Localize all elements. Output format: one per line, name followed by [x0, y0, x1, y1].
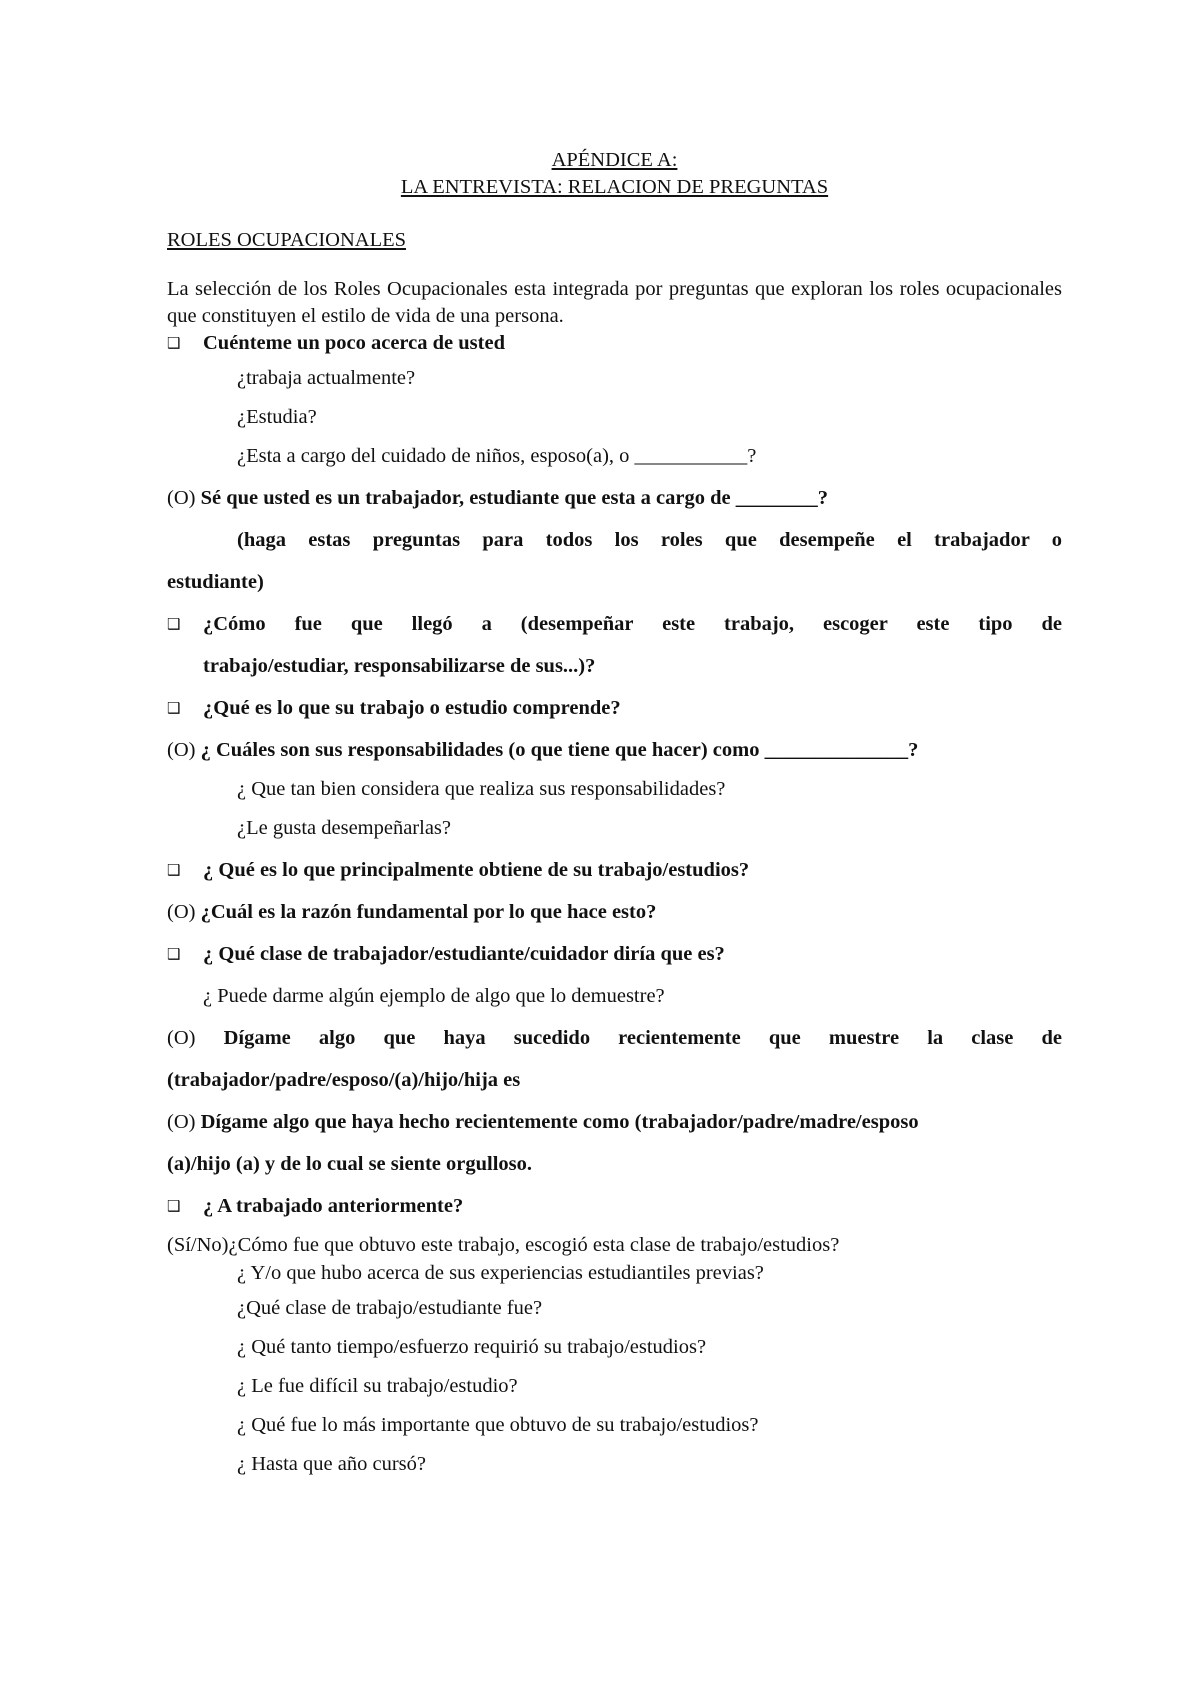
appendix-subtitle: LA ENTREVISTA: RELACION DE PREGUNTAS — [400, 176, 829, 198]
question-text: ¿ Qué clase de trabajador/estudiante/cuidador diría que es? — [203, 943, 725, 965]
checkbox-bullet-icon: ❑ — [167, 615, 181, 633]
option-prefix: (O) — [167, 1111, 196, 1133]
subquestion: ¿ Que tan bien considera que realiza sus responsabilidades? — [237, 778, 726, 800]
option-line-1 — [167, 477, 1062, 519]
question-text: ¿ A trabajado anteriormente? — [203, 1195, 464, 1217]
checkbox-bullet-icon: ❑ — [167, 334, 181, 352]
option-prefix: (O) — [167, 739, 196, 761]
followup-line — [167, 1231, 1062, 1259]
option-line-5-cont: (a)/hijo (a) y de lo cual se siente orgulloso. — [167, 1153, 532, 1175]
question-2-cont: trabajo/estudiar, responsabilizarse de sus...)? — [203, 655, 596, 677]
checkbox-bullet-icon: ❑ — [167, 945, 181, 963]
question-1 — [167, 329, 1062, 357]
checkbox-bullet-icon: ❑ — [167, 1197, 181, 1215]
instruction-note-cont: estudiante) — [167, 571, 264, 593]
checkbox-bullet-icon: ❑ — [167, 861, 181, 879]
subquestion: ¿ Hasta que año cursó? — [237, 1453, 426, 1475]
option-text: Dígame algo que haya sucedido recientemente que muestre la clase de — [223, 1027, 1062, 1049]
question-text: ¿Cómo fue que llegó a (desempeñar este trabajo, escoger este tipo de — [203, 613, 1062, 635]
document-content — [167, 147, 1062, 1485]
question-text: ¿ Qué es lo que principalmente obtiene de su trabajo/estudios? — [203, 859, 750, 881]
checkbox-bullet-icon: ❑ — [167, 699, 181, 717]
subquestion: ¿Esta a cargo del cuidado de niños, esposo(a), o ___________? — [237, 445, 757, 467]
instruction-note: (haga estas preguntas para todos los roles que desempeñe el trabajador o — [237, 529, 1062, 551]
question-6 — [167, 1185, 1062, 1227]
option-text: ¿ Cuáles son sus responsabilidades (o que tiene que hacer) como ______________? — [200, 739, 919, 761]
option-text: Dígame algo que haya hecho recientemente como (trabajador/padre/madre/esposo — [200, 1111, 919, 1133]
subquestion: ¿ Qué fue lo más importante que obtuvo de su trabajo/estudios? — [237, 1414, 759, 1436]
intro-paragraph: La selección de los Roles Ocupacionales esta integrada por preguntas que exploran los roles ocupacionales que constituyen el estilo de vida de una persona. — [167, 278, 1062, 327]
subquestion: ¿Le gusta desempeñarlas? — [237, 817, 452, 839]
followup-prefix: (Sí/No) — [167, 1234, 229, 1256]
subquestion: ¿Qué clase de trabajo/estudiante fue? — [237, 1297, 543, 1319]
question-3 — [167, 687, 1062, 729]
option-line-4-cont: (trabajador/padre/esposo/(a)/hijo/hija es — [167, 1069, 521, 1091]
option-prefix: (O) — [167, 487, 196, 509]
option-prefix: (O) — [167, 1027, 196, 1049]
option-text: ¿Cuál es la razón fundamental por lo que hace esto? — [200, 901, 657, 923]
question-4 — [167, 849, 1062, 891]
option-line-5 — [167, 1101, 1062, 1143]
section-heading: ROLES OCUPACIONALES — [167, 229, 407, 251]
question-text: Cuénteme un poco acerca de usted — [203, 332, 505, 354]
option-line-2 — [167, 729, 1062, 771]
subquestion: ¿ Le fue difícil su trabajo/estudio? — [237, 1375, 518, 1397]
subquestion: ¿ Qué tanto tiempo/esfuerzo requirió su trabajo/estudios? — [237, 1336, 707, 1358]
question-2 — [167, 603, 1062, 645]
option-line-3 — [167, 891, 1062, 933]
question-text: ¿Qué es lo que su trabajo o estudio comprende? — [203, 697, 621, 719]
question-5 — [167, 933, 1062, 975]
subquestion: ¿Estudia? — [237, 406, 317, 428]
option-text: Sé que usted es un trabajador, estudiante que esta a cargo de ________? — [200, 487, 828, 509]
option-prefix: (O) — [167, 901, 196, 923]
subquestion: ¿ Puede darme algún ejemplo de algo que lo demuestre? — [203, 985, 665, 1007]
appendix-title: APÉNDICE A: — [551, 149, 678, 171]
subquestion: ¿ Y/o que hubo acerca de sus experiencias estudiantiles previas? — [237, 1262, 764, 1284]
followup-text: ¿Cómo fue que obtuvo este trabajo, escogió esta clase de trabajo/estudios? — [228, 1234, 840, 1256]
subquestion: ¿trabaja actualmente? — [237, 367, 416, 389]
option-line-4 — [167, 1017, 1062, 1059]
